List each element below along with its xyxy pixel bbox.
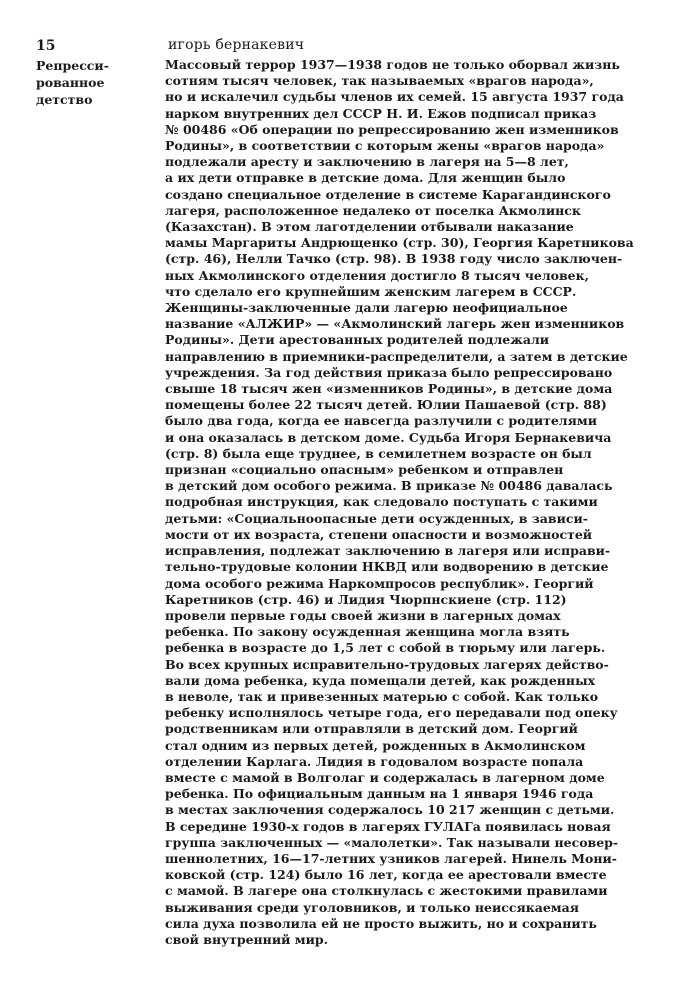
body-line: шеннолетних, 16—17-летних узников лагерей. Нинель Мони- <box>165 850 617 866</box>
body-line: (Казахстан). В этом лаготделении отбывали наказание <box>165 219 574 235</box>
body-line: мости от их возраста, степени опасности и возможностей <box>165 526 593 542</box>
margin-note <box>36 57 158 108</box>
margin-note-line: рованное <box>36 75 105 90</box>
body-line: мамы Маргариты Андрющенко (стр. 30), Георгия Каретникова <box>165 235 634 251</box>
body-line: вали дома ребенка, куда помещали детей, как рожденных <box>165 672 596 688</box>
body-line: вместе с мамой в Волголаг и содержалась в лагерном доме <box>165 769 605 785</box>
body-line: Во всех крупных исправительно-трудовых лагерях действо- <box>165 656 609 672</box>
body-line: сотням тысяч человек, так называемых «врагов народа», <box>165 73 594 89</box>
body-line: выживания среди уголовников, и только неиссякаемая <box>165 899 579 915</box>
body-line: ребенка. По официальным данным на 1 января 1946 года <box>165 786 594 802</box>
body-line: нарком внутренних дел СССР Н. И. Ежов подписал приказ <box>165 105 597 121</box>
body-line: Родины». Дети арестованных родителей подлежали <box>165 332 550 348</box>
body-line: В середине 1930-х годов в лагерях ГУЛАГа появилась новая <box>165 818 611 834</box>
body-line: тельно-трудовые колонии НКВД или водворению в детские <box>165 559 609 575</box>
body-line: детьми: «Социальноопасные дети осужденных, в зависи- <box>165 510 588 526</box>
body-line: а их дети отправке в детские дома. Для женщин было <box>165 170 566 186</box>
body-line: учреждения. За год действия приказа было репрессировано <box>165 364 613 380</box>
body-line: подробная инструкция, как следовало поступать с такими <box>165 494 598 510</box>
body-line: но и искалечил судьбы членов их семей. 15 августа 1937 года <box>165 89 624 105</box>
body-line: помещены более 22 тысяч детей. Юлии Пашаевой (стр. 88) <box>165 397 607 413</box>
body-line: отделении Карлага. Лидия в годовалом возрасте попала <box>165 753 584 769</box>
body-line: сила духа позволила ей не просто выжить, но и сохранить <box>165 915 597 931</box>
body-line: было два года, когда ее навсегда разлучили с родителями <box>165 413 597 429</box>
body-line: с мамой. В лагере она столкнулась с жестокими правилами <box>165 883 608 899</box>
running-head: игорь бернакевич <box>168 37 305 53</box>
body-line: провели первые годы своей жизни в лагерных домах <box>165 607 561 623</box>
body-line: и она оказалась в детском доме. Судьба Игоря Бернакевича <box>165 429 612 445</box>
body-line: (стр. 46), Нелли Тачко (стр. 98). В 1938 году число заключен- <box>165 251 623 267</box>
body-line: № 00486 «Об операции по репрессированию жен изменников <box>165 121 619 137</box>
body-line: подлежали аресту и заключению в лагеря на 5—8 лет, <box>165 154 569 170</box>
body-line: создано специальное отделение в системе Карагандинского <box>165 186 611 202</box>
body-line: ребенка в возрасте до 1,5 лет с собой в тюрьму или лагерь. <box>165 640 606 656</box>
body-line: стал одним из первых детей, рожденных в Акмолинском <box>165 737 586 753</box>
body-line: ребенку исполнялось четыре года, его передавали под опеку <box>165 705 618 721</box>
body-line: Каретников (стр. 46) и Лидия Чюрпнскиене (стр. 112) <box>165 591 567 607</box>
body-line: что сделало его крупнейшим женским лагерем в СССР. <box>165 283 577 299</box>
margin-note-line: детство <box>36 92 93 107</box>
body-line: свыше 18 тысяч жен «изменников Родины», в детские дома <box>165 381 613 397</box>
body-line: ных Акмолинского отделения достигло 8 тысяч человек, <box>165 267 589 283</box>
body-line: направлению в приемники-распределители, а затем в детские <box>165 348 628 364</box>
body-line: исправления, подлежат заключению в лагеря или исправи- <box>165 543 611 559</box>
body-line: в местах заключения содержалось 10 217 женщин с детьми. <box>165 802 615 818</box>
margin-note-line: Репресси- <box>36 58 109 73</box>
body-line: дома особого режима Наркомпросов республик». Георгий <box>165 575 594 591</box>
body-line: в неволе, так и привезенных матерью с собой. Как только <box>165 688 599 704</box>
body-line: группа заключенных — «малолетки». Так называли несовер- <box>165 834 619 850</box>
body-line: в детский дом особого режима. В приказе № 00486 давалась <box>165 478 613 494</box>
body-line: (стр. 8) была еще труднее, в семилетнем возрасте он был <box>165 445 592 461</box>
page-number: 15 <box>36 38 56 54</box>
body-text <box>165 57 665 948</box>
body-line: свой внутренний мир. <box>165 931 328 947</box>
body-line: признан «социально опасным» ребенком и отправлен <box>165 462 564 478</box>
body-line: ковской (стр. 124) было 16 лет, когда ее арестовали вместе <box>165 867 607 883</box>
body-line: лагеря, расположенное недалеко от поселка Акмолинск <box>165 202 581 218</box>
body-line: ребенка. По закону осужденная женщина могла взять <box>165 624 570 640</box>
body-line: название «АЛЖИР» — «Акмолинский лагерь жен изменников <box>165 316 625 332</box>
body-line: родственникам или отправляли в детский дом. Георгий <box>165 721 578 737</box>
body-line: Родины», в соответствии с которым жены «врагов народа» <box>165 138 605 154</box>
body-line: Массовый террор 1937—1938 годов не только оборвал жизнь <box>165 57 620 72</box>
body-line: Женщины-заключенные дали лагерю неофициальное <box>165 300 568 316</box>
